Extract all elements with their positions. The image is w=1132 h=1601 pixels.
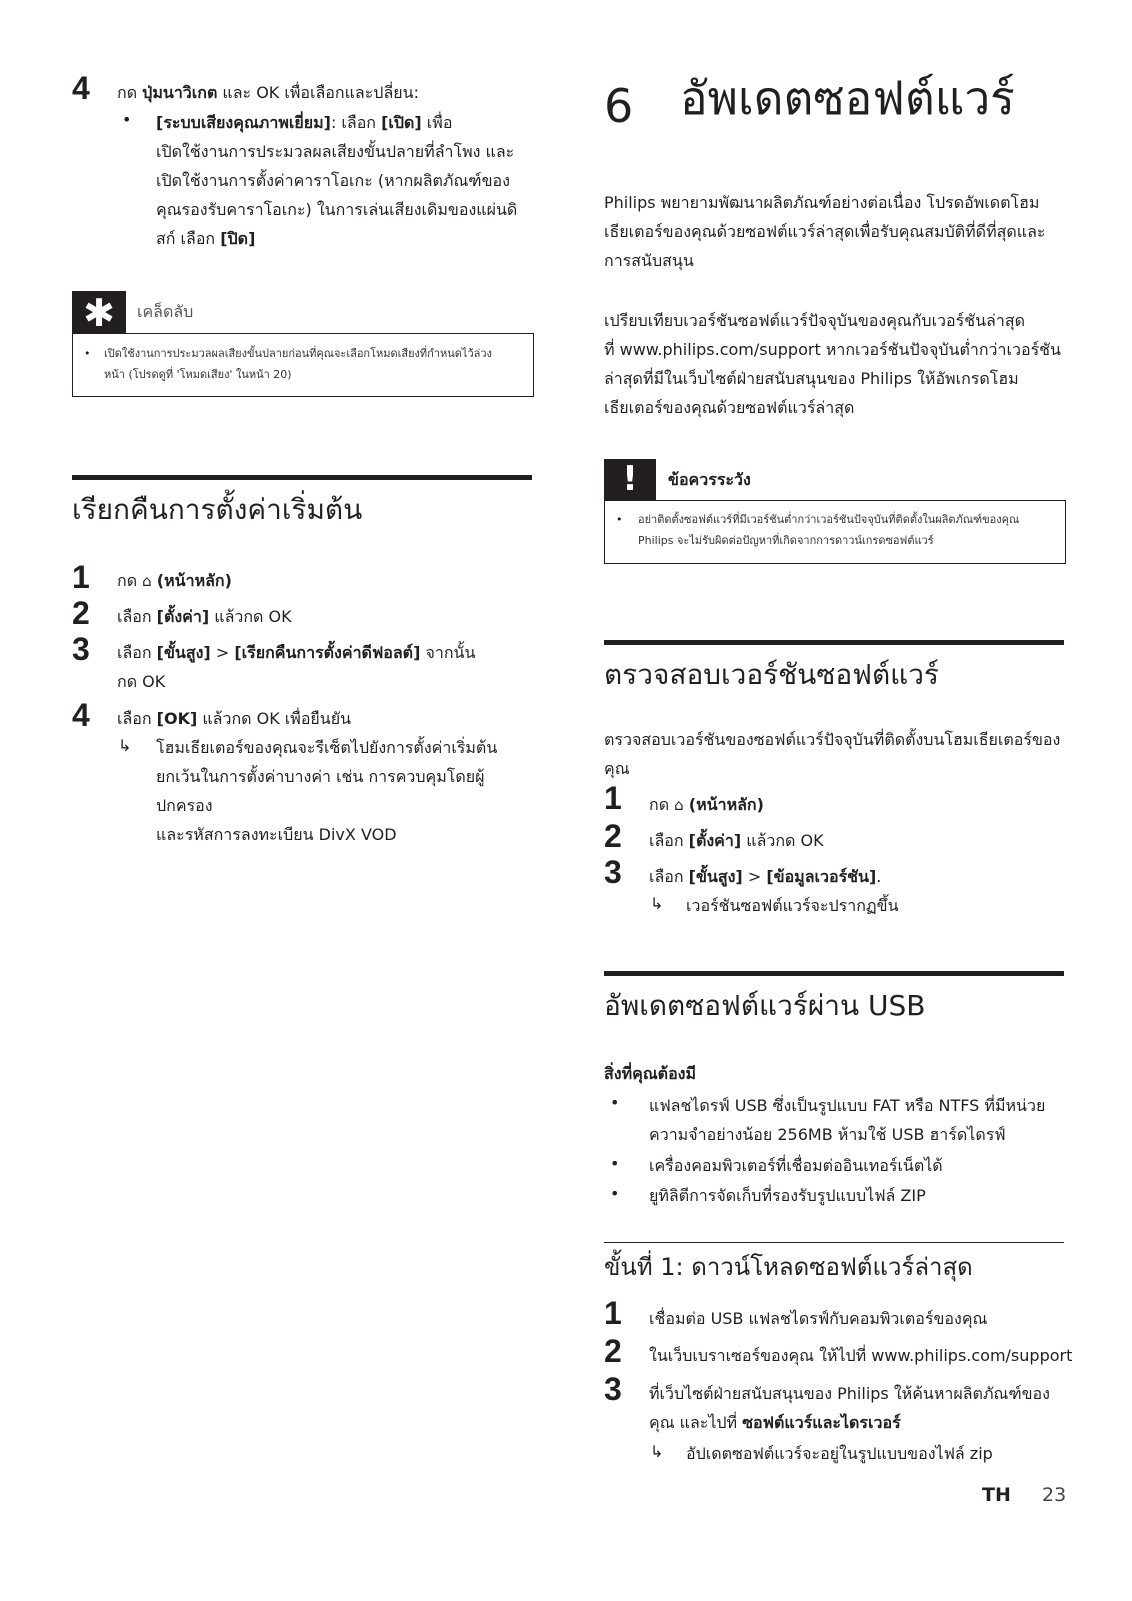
step-text: เลือก [ขั้นสูง] > [ข้อมูลเวอร์ชัน]. [649,867,882,886]
step-text: ที่เว็บไซต์ฝ่ายสนับสนุนของ Philips ให้ค้นหาผลิตภัณฑ์ของ คุณ และไปที่ ซอฟต์แวร์และไดรเวอร์ [649,1384,1050,1432]
intro-paragraph: เปรียบเทียบเวอร์ชันซอฟต์แวร์ปัจจุบันของคุณกับเวอร์ชันล่าสุด ที่ www.philips.com/support หากเวอร์ชันปัจจุบันต่ำกว่าเวอร์ชัน ล่าสุดที่มีในเว็บไซต์ฝ่ายสนับสนุนของ Philips ให้อัพเกรดโฮม เธียเตอร์ของคุณด้วยซอฟต์แวร์ล่าสุด [604,311,1061,417]
step-text: กด ⌂ (หน้าหลัก) [649,790,764,820]
section-rule [604,640,1064,645]
requirement-item: ยูทิลิตีการจัดเก็บที่รองรับรูปแบบไฟล์ ZIP [649,1186,926,1205]
step-number: 1 [604,1295,622,1331]
bullet: • [610,1184,620,1203]
result-text: เวอร์ชันซอฟต์แวร์จะปรากฏขึ้น [686,896,899,915]
step-text: เลือก [ตั้งค่า] แล้วกด OK [117,607,292,626]
step-number: 2 [72,595,90,631]
section-intro: ตรวจสอบเวอร์ชันของซอฟต์แวร์ปัจจุบันที่ติดตั้งบนโฮมเธียเตอร์ของ คุณ [604,730,1061,778]
bullet: • [616,513,623,526]
tip-text: เปิดใช้งานการประมวลผลเสียงขั้นปลายก่อนที่คุณจะเลือกโหมดเสียงที่กำหนดไว้ล่วง หน้า (โปรดดูที่ 'โหมดเสียง' ในหน้า 20) [104,347,492,381]
home-icon: ⌂ [674,796,684,814]
result-arrow-icon: ↳ [118,736,132,755]
result-text: อัปเดตซอฟต์แวร์จะอยู่ในรูปแบบของไฟล์ zip [686,1444,993,1463]
asterisk-icon: ✱ [72,291,126,333]
step-number: 4 [72,697,90,733]
result-arrow-icon: ↳ [650,894,664,913]
step-text: ในเว็บเบราเซอร์ของคุณ ให้ไปที่ www.philips.com/support [649,1346,1073,1365]
step-text: เลือก [ตั้งค่า] แล้วกด OK [649,831,824,850]
intro-paragraph: Philips พยายามพัฒนาผลิตภัณฑ์อย่างต่อเนื่อง โปรดอัพเดตโฮม เธียเตอร์ของคุณด้วยซอฟต์แวร์ล่าสุดเพื่อรับคุณสมบัติที่ดีที่สุดและ การสนับสนุน [604,193,1046,270]
subsection-heading: ขั้นที่ 1: ดาวน์โหลดซอฟต์แวร์ล่าสุด [604,1253,973,1281]
step-number: 3 [72,631,90,667]
footer-language: TH [982,1484,1011,1506]
step-text: เลือก [OK] แล้วกด OK เพื่อยืนยัน [117,709,352,728]
subheading: สิ่งที่คุณต้องมี [604,1064,697,1083]
section-rule [604,971,1064,976]
tip-title: เคล็ดลับ [137,302,194,321]
step-text: กด ⌂ (หน้าหลัก) [117,566,232,596]
requirement-item: แฟลชไดรฟ์ USB ซึ่งเป็นรูปแบบ FAT หรือ NTFS ที่มีหน่วย ความจำอย่างน้อย 256MB ห้ามใช้ USB ฮาร์ดไดรฟ์ [649,1096,1046,1144]
step-text: กด ปุ่มนาวิเกต และ OK เพื่อเลือกและปลี่ยน: [117,83,419,102]
step-number: 2 [604,1333,622,1369]
bullet: • [84,347,91,360]
result-text: โฮมเธียเตอร์ของคุณจะรีเซ็ตไปยังการตั้งค่าเริ่มต้น ยกเว้นในการตั้งค่าบางค่า เช่น การควบคุมโดยผู้ปกครอง และรหัสการลงทะเบียน DivX VOD [156,738,498,844]
step-text: เลือก [ขั้นสูง] > [เรียกคืนการตั้งค่าดีฟอลต์] จากนั้น กด OK [117,643,476,691]
section-heading: อัพเดตซอฟต์แวร์ผ่าน USB [604,989,926,1022]
section-heading: ตรวจสอบเวอร์ชันซอฟต์แวร์ [604,658,939,691]
step-number: 1 [72,559,90,595]
exclamation-icon: ! [604,459,656,500]
chapter-number: 6 [604,79,634,133]
requirement-item: เครื่องคอมพิวเตอร์ที่เชื่อมต่ออินเทอร์เน็ตได้ [649,1156,943,1175]
section-rule [72,475,532,480]
home-icon: ⌂ [142,572,152,590]
page-number: 23 [1042,1484,1067,1506]
step-number: 3 [604,854,622,890]
bullet: • [122,110,132,129]
step-text: เชื่อมต่อ USB แฟลชไดรฟ์กับคอมพิวเตอร์ของคุณ [649,1309,988,1328]
step-number: 2 [604,818,622,854]
bullet: • [610,1093,620,1112]
bullet-text: [ระบบเสียงคุณภาพเยี่ยม]: เลือก [เปิด] เพื่อ เปิดใช้งานการประมวลผลเสียงขั้นปลายที่ลำโพง และ เปิดใช้งานการตั้งค่าคาราโอเกะ (หากผลิตภัณฑ์ของ คุณรองรับคาราโอเกะ) ในการเล่นเสียงเดิมของแผ่นดิ สก์ เลือก [ปิด] [156,113,518,248]
caution-text: อย่าติดตั้งซอฟต์แวร์ที่มีเวอร์ชันต่ำกว่าเวอร์ชันปัจจุบันที่ติดตั้งในผลิตภัณฑ์ของคุณ Philips จะไม่รับผิดต่อปัญหาที่เกิดจากการดาวน์เกรดซอฟต์แวร์ [638,513,1020,547]
step-number: 4 [72,70,90,106]
step-number: 3 [604,1371,622,1407]
caution-title: ข้อควรระวัง [668,470,751,489]
bullet: • [610,1154,620,1173]
result-arrow-icon: ↳ [650,1442,664,1461]
subsection-rule [604,1242,1064,1243]
section-heading: เรียกคืนการตั้งค่าเริ่มต้น [72,493,363,526]
step-number: 1 [604,780,622,816]
chapter-title: อัพเดตซอฟต์แวร์ [680,71,1015,125]
